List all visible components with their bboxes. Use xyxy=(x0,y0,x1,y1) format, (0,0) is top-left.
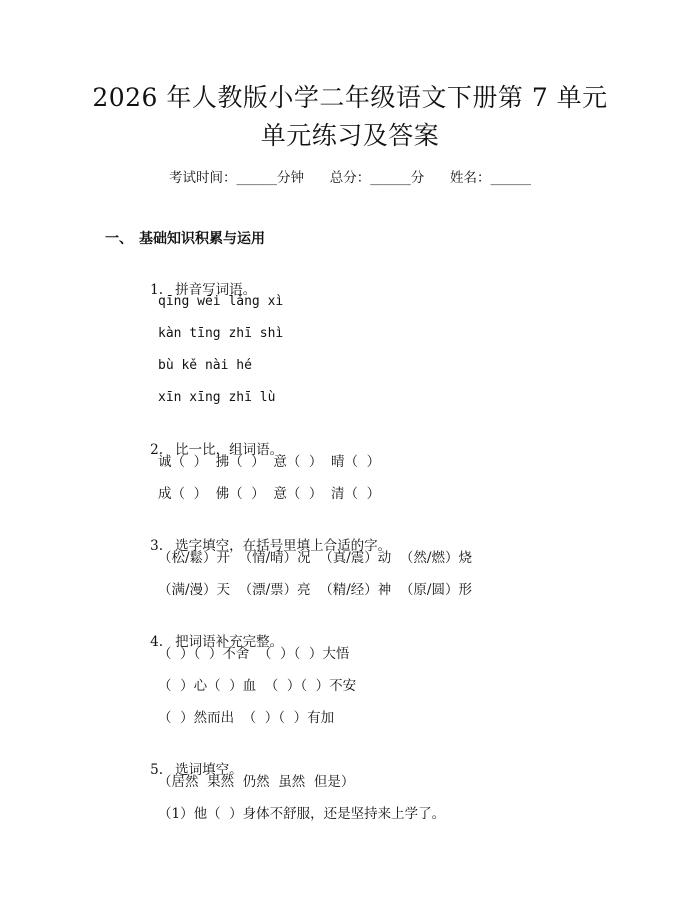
question-number: 5. xyxy=(150,762,164,778)
question-number: 1. xyxy=(150,282,164,298)
complete-line-2: （ ）心（ ）血 （ ）（ ）不安 xyxy=(158,678,357,694)
fill-sentence-1: （1）他（ ）身体不舒服，还是坚持来上学了。 xyxy=(158,806,446,822)
compare-line-2: 成（ ） 佛（ ） 意（ ） 清（ ） xyxy=(158,486,381,502)
complete-line-1: （ ）（ ）不舍 （ ）（ ）大悟 xyxy=(158,646,350,662)
section-number: 一、 xyxy=(105,231,133,247)
complete-line-3: （ ）然而出 （ ）（ ）有加 xyxy=(158,710,335,726)
question-number: 3. xyxy=(150,538,164,554)
pinyin-line-2: kàn tīng zhī shì xyxy=(158,326,284,341)
pinyin-line-1: qīng wēi lǎng xì xyxy=(158,294,284,309)
section-heading xyxy=(105,229,265,249)
question-prompt: 拼音写词语。 xyxy=(175,282,257,298)
question-prompt: 比一比，组词语。 xyxy=(175,442,284,458)
question-prompt: 选字填空，在括号里填上合适的字。 xyxy=(175,538,392,554)
section-title: 基础知识积累与运用 xyxy=(139,231,265,247)
pinyin-line-4: xīn xīng zhī lù xyxy=(158,390,276,405)
question-number: 4. xyxy=(150,634,164,650)
exam-info: 考试时间：______分钟 总分：______分 姓名：______ xyxy=(169,170,531,186)
word-choices: （居然 果然 仍然 虽然 但是） xyxy=(158,774,355,790)
doc-title-line2: 单元练习及答案 xyxy=(260,121,440,150)
compare-line-1: 诚（ ） 拂（ ） 意（ ） 晴（ ） xyxy=(158,454,381,470)
choose-line-2: （满/漫）天 （漂/票）亮 （精/经）神 （原/圆）形 xyxy=(158,582,472,598)
question-number: 2. xyxy=(150,442,164,458)
doc-title-line1: 2026 年人教版小学二年级语文下册第 7 单元 xyxy=(92,83,608,112)
choose-line-1: （松/鬆）开 （情/晴）况 （真/震）动 （然/燃）烧 xyxy=(158,550,472,566)
pinyin-line-3: bù kě nài hé xyxy=(158,358,252,373)
question-prompt: 选词填空。 xyxy=(175,762,243,778)
question-prompt: 把词语补充完整。 xyxy=(175,634,284,650)
